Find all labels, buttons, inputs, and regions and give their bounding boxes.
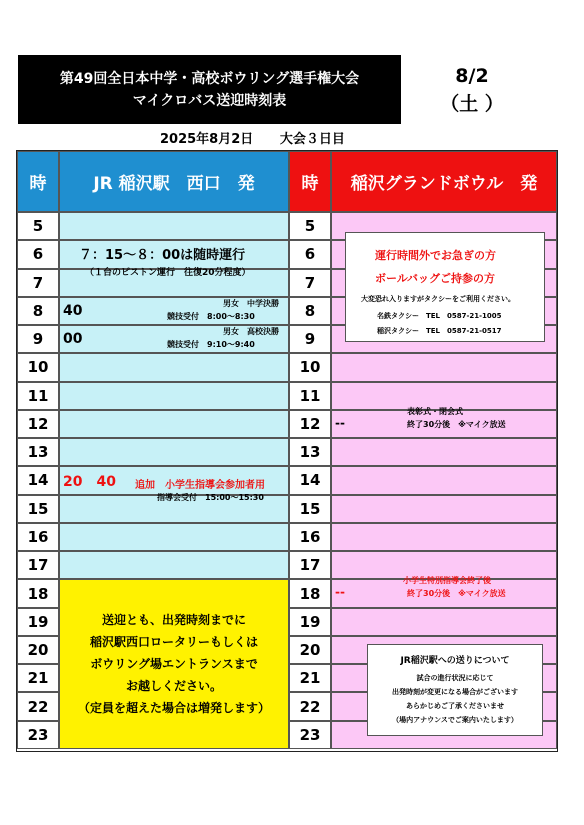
- hour-cell-left: 12: [17, 410, 59, 438]
- notice-line: ボウリング場エントランスまで: [90, 657, 258, 672]
- hour-cell-right: 6: [289, 240, 331, 268]
- hour-cell-left: 19: [17, 608, 59, 636]
- hour-cell-right: 12: [289, 410, 331, 438]
- notice-line: お越しください。: [125, 679, 222, 694]
- h18-clinic: 小学生特別指導会終了後: [403, 576, 491, 586]
- timetable: [16, 150, 558, 752]
- schedule-title: マイクロバス送迎時刻表: [132, 92, 287, 109]
- hour-cell-right: 20: [289, 636, 331, 664]
- taxi-inazawa: 稲沢タクシー TEL 0587-21-0517: [377, 327, 502, 335]
- hour-cell-right: 11: [289, 382, 331, 410]
- left-slot: [59, 410, 289, 438]
- h15-reception: 指導会受付 15:00～15:30: [157, 492, 264, 502]
- event-title: 第49回全日本中学・高校ボウリング選手権大会: [59, 70, 360, 87]
- hour-cell-left: 14: [17, 466, 59, 494]
- left-slot: [59, 523, 289, 551]
- left-column-header: JR 稲沢駅 西口 発: [59, 151, 289, 212]
- return-transfer-title: JR稲沢駅への送りについて: [400, 655, 510, 666]
- notice-line: 送迎とも、出発時刻までに: [101, 613, 246, 628]
- hour-cell-right: 14: [289, 466, 331, 494]
- taxi-meitetsu: 名鉄タクシー TEL 0587-21-1005: [377, 312, 502, 320]
- hour-cell-right: 15: [289, 495, 331, 523]
- hour-cell-right: 9: [289, 325, 331, 353]
- hour-cell-right: 17: [289, 551, 331, 579]
- return-transfer-line: 試合の進行状況に応じて: [416, 673, 494, 682]
- right-slot: [331, 438, 557, 466]
- departure-8-minutes: 40: [63, 302, 83, 319]
- hour-cell-left: 5: [17, 212, 59, 240]
- day-label: 大会３日目: [279, 132, 345, 147]
- right-column-header: 稲沢グランドボウル 発: [331, 151, 557, 212]
- hour-cell-left: 9: [17, 325, 59, 353]
- left-slot: [59, 551, 289, 579]
- hour-cell-right: 16: [289, 523, 331, 551]
- right-slot: [331, 353, 557, 381]
- hour-cell-left: 23: [17, 721, 59, 749]
- hour-cell-right: 22: [289, 692, 331, 720]
- h8-event: 男女 中学決勝: [223, 298, 279, 308]
- hour-cell-right: 8: [289, 297, 331, 325]
- title-banner: [18, 55, 401, 124]
- hour-cell-left: 20: [17, 636, 59, 664]
- hour-cell-left: 11: [17, 382, 59, 410]
- return-transfer-box: [367, 644, 543, 736]
- hour-cell-right: 13: [289, 438, 331, 466]
- return-transfer-line: 出発時刻が変更になる場合がございます: [392, 687, 518, 696]
- right-slot: [331, 523, 557, 551]
- hour-cell-left: 18: [17, 579, 59, 607]
- date-badge: [437, 62, 507, 118]
- taxi-heading-1: 運行時間外でお急ぎの方: [375, 249, 496, 262]
- h8-reception: 競技受付 8:00～8:30: [167, 311, 255, 321]
- left-slot: [59, 353, 289, 381]
- hour-cell-right: 21: [289, 664, 331, 692]
- h12-announce: 終了30分後 ※マイク放送: [407, 419, 506, 429]
- h18-dash: --: [335, 585, 345, 600]
- time-header-left: 時: [17, 151, 59, 212]
- h12-ceremony: 表彰式・閉会式: [407, 406, 463, 416]
- hour-cell-left: 21: [17, 664, 59, 692]
- date-line: [160, 128, 367, 147]
- weekday: （土 ）: [440, 93, 504, 115]
- hour-cell-left: 8: [17, 297, 59, 325]
- right-slot: [331, 466, 557, 494]
- hour-cell-right: 19: [289, 608, 331, 636]
- hour-cell-left: 15: [17, 495, 59, 523]
- meeting-notice-box: [59, 579, 289, 749]
- hour-cell-left: 17: [17, 551, 59, 579]
- taxi-heading-2: ボールバッグご持参の方: [375, 272, 496, 285]
- departure-14-minutes: 20 40: [63, 474, 116, 491]
- h9-event: 男女 高校決勝: [223, 327, 279, 337]
- return-transfer-line: （場内アナウンスでご案内いたします）: [392, 715, 518, 724]
- continuous-service-note: （１台のピストン運行 往復20分程度）: [85, 267, 251, 278]
- h9-reception: 競技受付 9:10～9:40: [167, 340, 255, 350]
- right-slot: [331, 608, 557, 636]
- h12-dash: --: [335, 415, 345, 430]
- left-slot: [59, 212, 289, 240]
- notice-line: （定員を超えた場合は増発します）: [77, 701, 270, 716]
- hour-cell-left: 16: [17, 523, 59, 551]
- hour-cell-right: 7: [289, 269, 331, 297]
- h18-announce: 終了30分後 ※マイク放送: [407, 589, 506, 599]
- continuous-service: ７：15～８：00は随時運行: [79, 248, 246, 264]
- hour-cell-left: 22: [17, 692, 59, 720]
- return-transfer-line: あらかじめご了承くださいませ: [406, 701, 504, 710]
- notice-line: 稲沢駅西口ロータリーもしくは: [89, 635, 258, 650]
- taxi-request: 大変恐れ入りますがタクシーをご利用ください。: [361, 295, 515, 303]
- hour-cell-right: 18: [289, 579, 331, 607]
- departure-9-minutes: 00: [63, 331, 83, 348]
- hour-cell-left: 7: [17, 269, 59, 297]
- hour-cell-left: 10: [17, 353, 59, 381]
- hour-cell-left: 13: [17, 438, 59, 466]
- full-date: 2025年8月2日: [160, 132, 254, 147]
- time-header-right: 時: [289, 151, 331, 212]
- hour-cell-left: 6: [17, 240, 59, 268]
- right-slot: [331, 495, 557, 523]
- left-slot: [59, 438, 289, 466]
- hour-cell-right: 23: [289, 721, 331, 749]
- hour-cell-right: 5: [289, 212, 331, 240]
- hour-cell-right: 10: [289, 353, 331, 381]
- date-short: 8/2: [455, 65, 489, 87]
- h14-extra-note: 追加 小学生指導会参加者用: [135, 480, 265, 492]
- left-slot: [59, 382, 289, 410]
